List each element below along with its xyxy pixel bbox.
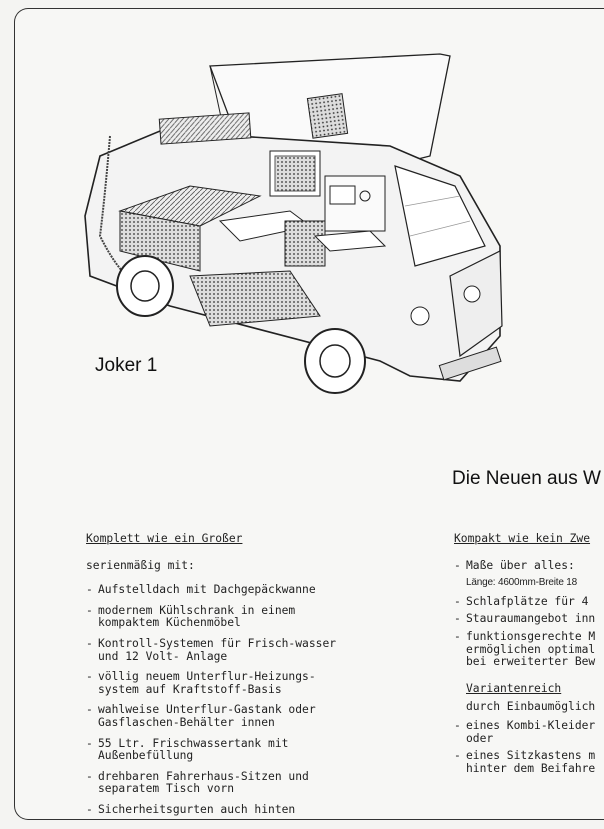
- variants-list: [454, 720, 604, 775]
- dimensions-detail: Länge: 4600mm-Breite 18: [466, 577, 578, 589]
- list-item: - eines Sitzkastens m hinter dem Beifahre: [454, 750, 604, 775]
- variants-heading: Variantenreich: [466, 681, 562, 695]
- model-label: Joker 1: [95, 355, 158, 376]
- list-item: - Maße über alles:: [454, 560, 604, 573]
- left-heading: Komplett wie ein Großer: [86, 532, 243, 545]
- list-item: - völlig neuem Unterflur-Heizungs-system auf Kraftstoff-Basis: [86, 671, 348, 696]
- right-heading: Kompakt wie kein Zwe: [454, 532, 591, 545]
- list-item: - eines Kombi-Kleider oder: [454, 720, 604, 745]
- right-column: [454, 533, 604, 780]
- feature-list: [86, 584, 348, 816]
- spec-list-2: [454, 596, 604, 669]
- list-item: - Sicherheitsgurten auch hinten: [86, 804, 348, 817]
- variants-intro: durch Einbaumöglich: [466, 700, 596, 714]
- spec-list: [454, 560, 604, 573]
- left-column: [86, 533, 348, 825]
- left-intro: serienmäßig mit:: [86, 558, 195, 572]
- list-item: - Kontroll-Systemen für Frisch-wasser und 12 Volt- Anlage: [86, 638, 348, 663]
- list-item: - 55 Ltr. Frischwassertank mit Außenbefüllung: [86, 738, 348, 763]
- list-item: - funktionsgerechte M ermöglichen optimal bei erweiterter Bew: [454, 631, 604, 669]
- list-item: - Stauraumangebot inn: [454, 613, 604, 626]
- list-item: - modernem Kühlschrank in einem kompaktem Küchenmöbel: [86, 605, 348, 630]
- list-item: - Aufstelldach mit Dachgepäckwanne: [86, 584, 348, 597]
- headline: Die Neuen aus W: [452, 468, 601, 489]
- list-item: - Schlafplätze für 4: [454, 596, 604, 609]
- list-item: - drehbaren Fahrerhaus-Sitzen und separatem Tisch vorn: [86, 771, 348, 796]
- list-item: - wahlweise Unterflur-Gastank oder Gasflaschen-Behälter innen: [86, 704, 348, 729]
- camper-van-illustration: [60, 36, 520, 406]
